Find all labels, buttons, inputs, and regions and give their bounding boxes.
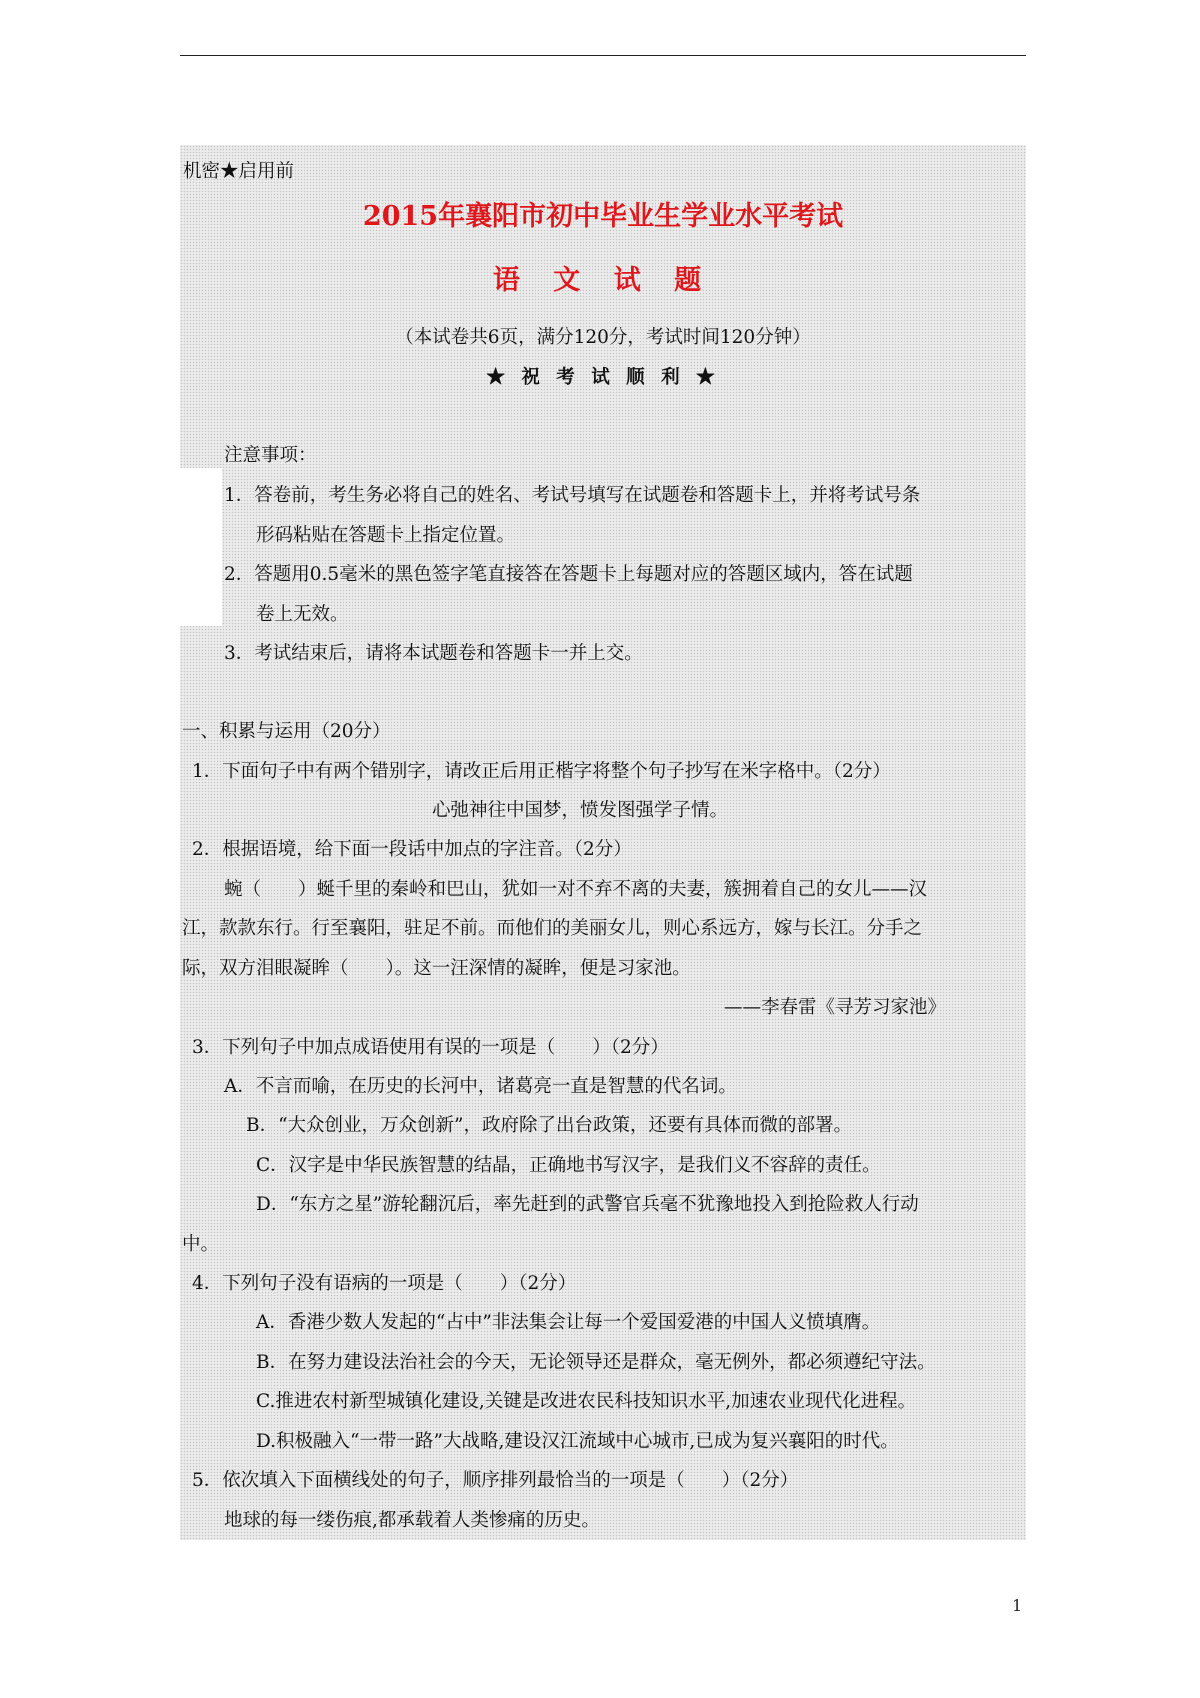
- question-3: 3．下列句子中加点成语使用有误的一项是（ ）（2分）: [192, 1037, 669, 1058]
- question-1: 1．下面句子中有两个错别字，请改正后用正楷字将整个句子抄写在米字格中。（2分）: [192, 761, 891, 782]
- notice-item-2: 2．答题用0.5毫米的黑色签字笔直接答在答题卡上每题对应的答题区域内，答在试题: [224, 564, 913, 585]
- question-2-source: ——李春雷《寻芳习家池》: [724, 997, 947, 1018]
- question-4-option-a: A．香港少数人发起的“占中”非法集会让每一个爱国爱港的中国人义愤填膺。: [256, 1312, 881, 1333]
- question-3-option-d-cont: 中。: [182, 1234, 220, 1255]
- notice-item-1-cont: 形码粘贴在答题卡上指定位置。: [256, 525, 516, 546]
- exam-title: 2015年襄阳市初中毕业生学业水平考试: [362, 201, 844, 232]
- question-5: 5．依次填入下面横线处的句子，顺序排列最恰当的一项是（ ）（2分）: [192, 1470, 799, 1491]
- notice-item-2-cont: 卷上无效。: [256, 604, 349, 625]
- notice-item-1: 1．答卷前，考生务必将自己的姓名、考试号填写在试题卷和答题卡上，并将考试号条: [224, 485, 921, 506]
- question-4: 4．下列句子没有语病的一项是（ ）（2分）: [192, 1273, 577, 1294]
- exam-subtitle: 语 文 试 题: [492, 265, 714, 296]
- question-3-option-c: C．汉字是中华民族智慧的结晶，正确地书写汉字，是我们义不容辞的责任。: [256, 1155, 881, 1176]
- question-5-line: 地球的每一缕伤痕,都承载着人类惨痛的历史。: [224, 1510, 600, 1531]
- question-3-option-d: D．“东方之星”游轮翻沉后，率先赶到的武警官兵毫不犹豫地投入到抢险救人行动: [256, 1194, 919, 1215]
- question-1-sentence: 心弛神往中国梦，愤发图强学子情。: [432, 800, 729, 821]
- question-4-option-b: B．在努力建设法治社会的今天，无论领导还是群众，毫无例外，都必须遵纪守法。: [256, 1352, 936, 1373]
- page-number: 1: [1012, 1596, 1023, 1615]
- section-heading: 一、积累与运用（20分）: [182, 721, 391, 742]
- header-rule: [180, 55, 1026, 56]
- confidential-label: 机密★启用前: [183, 161, 295, 182]
- question-2-line: 蜿（ ）蜒千里的秦岭和巴山，犹如一对不弃不离的夫妻，簇拥着自己的女儿——汉: [224, 879, 928, 900]
- question-3-option-b: B．“大众创业，万众创新”，政府除了出台政策，还要有具体而微的部署。: [246, 1115, 853, 1136]
- question-3-option-a: A．不言而喻，在历史的长河中，诸葛亮一直是智慧的代名词。: [224, 1076, 737, 1097]
- exam-motto: ★ 祝 考 试 顺 利 ★: [486, 367, 720, 388]
- exam-info: （本试卷共6页，满分120分，考试时间120分钟）: [395, 327, 811, 348]
- notice-heading: 注意事项：: [224, 445, 317, 466]
- question-2-line: 江，款款东行。行至襄阳，驻足不前。而他们的美丽女儿，则心系远方，嫁与长江。分手之: [182, 918, 923, 939]
- question-2-line: 际，双方泪眼凝眸（ ）。这一汪深情的凝眸，便是习家池。: [182, 958, 691, 979]
- content-notch: [180, 468, 222, 626]
- question-2: 2．根据语境，给下面一段话中加点的字注音。（2分）: [192, 839, 632, 860]
- question-4-option-d: D.积极融入“一带一路”大战略,建设汉江流域中心城市,已成为复兴襄阳的时代。: [256, 1431, 899, 1452]
- question-4-option-c: C.推进农村新型城镇化建设,关键是改进农民科技知识水平,加速农业现代化进程。: [256, 1391, 917, 1412]
- notice-item-3: 3．考试结束后，请将本试题卷和答题卡一并上交。: [224, 643, 643, 664]
